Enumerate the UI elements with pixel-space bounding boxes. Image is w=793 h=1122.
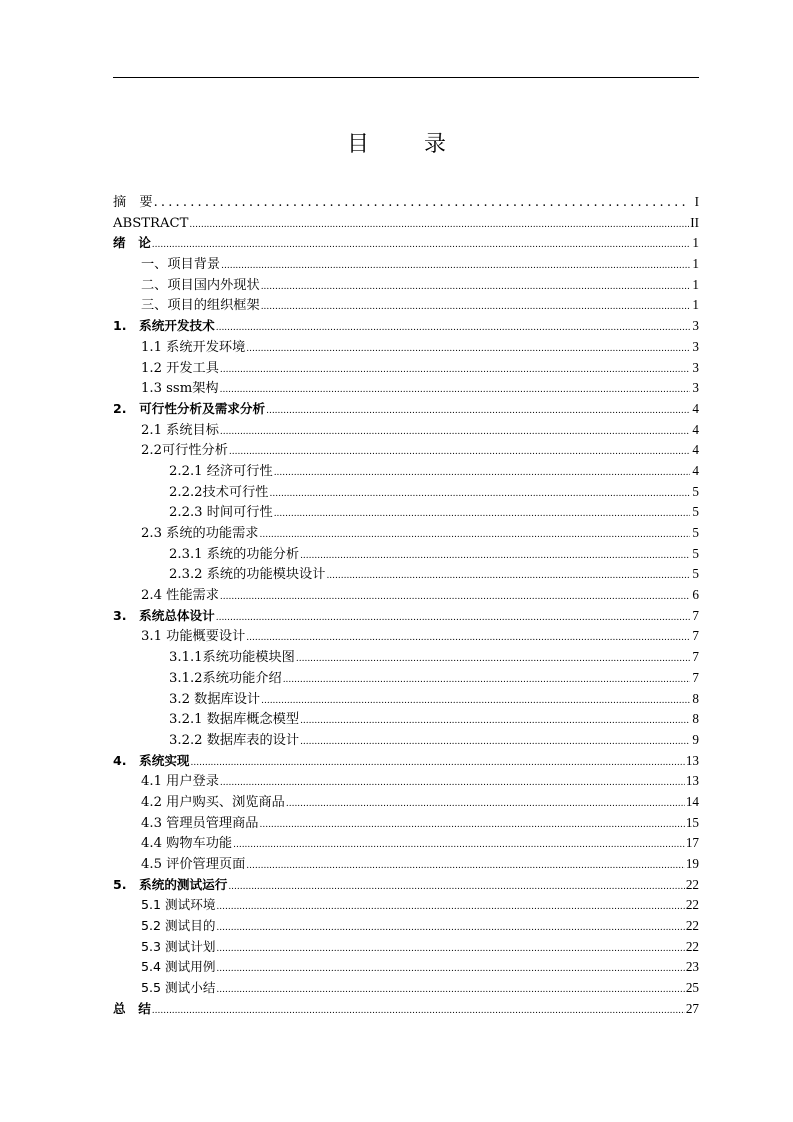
- toc-entry-label: 摘 要: [113, 195, 153, 210]
- toc-entry-label: 2.2可行性分析: [141, 443, 228, 459]
- toc-entry-label: 5.1 测试环境: [141, 897, 216, 913]
- toc-entry-label: 总 结: [113, 1000, 151, 1016]
- toc-entry[interactable]: [113, 771, 699, 792]
- toc-entry-page-number: 9: [692, 731, 699, 747]
- toc-entry-page-number: 1: [692, 256, 699, 272]
- toc-entry[interactable]: [113, 875, 699, 896]
- toc-entry-page-number: 22: [685, 876, 699, 892]
- toc-entry-page-number: 7: [692, 628, 699, 644]
- dot-leader: [189, 215, 689, 236]
- toc-entry-page-number: 8: [692, 711, 699, 727]
- toc-entry[interactable]: [113, 813, 699, 834]
- toc-entry-page-number: 5: [692, 525, 699, 540]
- toc-entry[interactable]: [113, 626, 699, 647]
- toc-entry[interactable]: [113, 295, 699, 316]
- toc-entry-label: 1.1 系统开发环境: [141, 339, 246, 355]
- toc-entry-label: 2.3.1 系统的功能分析: [169, 546, 300, 562]
- toc-entry-page-number: 6: [692, 587, 699, 603]
- toc-entry[interactable]: [113, 378, 699, 399]
- toc-entry-page-number: 8: [692, 690, 699, 706]
- toc-entry[interactable]: [113, 544, 699, 565]
- dot-leader: [216, 959, 684, 980]
- dot-leader: [191, 753, 685, 774]
- toc-entry-label: 一、项目背景: [141, 257, 221, 273]
- toc-entry-page-number: 22: [685, 897, 699, 913]
- toc-entry-page-number: 4: [692, 421, 699, 437]
- dot-leader: [216, 939, 684, 960]
- toc-entry[interactable]: [113, 792, 699, 813]
- dot-leader: [216, 897, 684, 918]
- toc-entry[interactable]: [113, 358, 699, 379]
- toc-entry-label: 4.5 评价管理页面: [141, 857, 246, 872]
- toc-entry-page-number: 4: [692, 400, 699, 416]
- toc-entry[interactable]: [113, 523, 699, 544]
- toc-entry[interactable]: [113, 709, 699, 730]
- dot-leader: [246, 339, 690, 360]
- dot-leader: [216, 318, 690, 339]
- toc-entry-page-number: 23: [685, 959, 699, 975]
- dot-leader: [228, 877, 685, 898]
- toc-entry-page-number: 4: [692, 442, 699, 458]
- toc-entry-label: ABSTRACT: [113, 215, 189, 231]
- toc-entry-page-number: 7: [692, 607, 699, 623]
- dot-leader: [274, 463, 690, 484]
- toc-entry-page-number: 19: [685, 856, 699, 871]
- toc-entry[interactable]: [113, 606, 699, 627]
- toc-entry-page-number: II: [690, 214, 699, 230]
- toc-entry[interactable]: [113, 440, 699, 461]
- toc-entry-label: 2.2.3 时间可行性: [169, 505, 273, 521]
- dot-leader: [261, 277, 690, 298]
- toc-entry-label: 1. 系统开发技术: [113, 318, 215, 334]
- dot-leader: [300, 546, 690, 567]
- toc-entry-page-number: 1: [692, 276, 699, 292]
- dot-leader: [326, 566, 690, 587]
- toc-entry-label: 2.1 系统目标: [141, 422, 219, 438]
- toc-entry-page-number: 5: [692, 545, 699, 561]
- toc-entry[interactable]: [113, 854, 699, 875]
- toc-entry-page-number: 4: [692, 462, 699, 478]
- dot-leader: [246, 856, 685, 877]
- toc-entry-label: 2. 可行性分析及需求分析: [113, 400, 266, 416]
- toc-title: 目 录: [347, 132, 470, 157]
- toc-entry[interactable]: [113, 957, 699, 978]
- toc-entry-label: 4.1 用户登录: [141, 774, 219, 790]
- toc-entry-page-number: 22: [685, 938, 699, 954]
- toc-entry-label: 二、项目国内外现状: [141, 277, 260, 293]
- toc-entry-page-number: 13: [685, 752, 699, 768]
- toc-entry-label: 绪 论: [113, 235, 151, 251]
- toc-entry-page-number: 14: [685, 793, 699, 809]
- dot-leader: [152, 235, 690, 256]
- toc-entry[interactable]: [113, 999, 699, 1020]
- toc-entry-label: 2.2.2技术可行性: [169, 484, 269, 500]
- dot-leader: [270, 484, 691, 505]
- dot-leader: [220, 360, 690, 381]
- toc-entry-label: 4. 系统实现: [113, 752, 190, 768]
- toc-entry-label: 5.4 测试用例: [141, 959, 216, 975]
- toc-entry[interactable]: [113, 213, 699, 234]
- toc-entry[interactable]: [113, 192, 699, 213]
- toc-entry-label: 5. 系统的测试运行: [113, 876, 228, 892]
- toc-entry-label: 4.2 用户购买、浏览商品: [141, 794, 285, 810]
- toc-entry[interactable]: [113, 337, 699, 358]
- toc-entry-label: 1.2 开发工具: [141, 360, 219, 376]
- toc-entry-page-number: 3: [692, 338, 699, 354]
- toc-entry[interactable]: [113, 751, 699, 772]
- toc-entry[interactable]: [113, 895, 699, 916]
- dot-leader: [233, 835, 685, 856]
- toc-entry-page-number: 5: [692, 483, 699, 499]
- toc-entry[interactable]: [113, 461, 699, 482]
- toc-entry[interactable]: [113, 833, 699, 854]
- toc-entry[interactable]: [113, 564, 699, 585]
- toc-entry-label: 3. 系统总体设计: [113, 607, 215, 623]
- toc-entry-page-number: I: [694, 194, 699, 209]
- toc-entry[interactable]: [113, 399, 699, 420]
- toc-entry[interactable]: [113, 689, 699, 710]
- dot-leader: [220, 773, 685, 794]
- toc-entry-page-number: 22: [685, 918, 699, 934]
- dot-leader: [246, 628, 690, 649]
- toc-entry-label: 5.3 测试计划: [141, 938, 216, 954]
- dot-leader: [220, 380, 690, 401]
- toc-entry-label: 2.2.1 经济可行性: [169, 463, 273, 479]
- dot-leader: [221, 256, 690, 277]
- toc-entry-label: 3.2.2 数据库表的设计: [169, 732, 300, 748]
- dot-leader: [259, 525, 690, 546]
- toc-entry-label: 2.3 系统的功能需求: [141, 526, 259, 541]
- toc-entry-page-number: 15: [685, 814, 699, 830]
- toc-entry-page-number: 27: [685, 1000, 699, 1016]
- toc-entry[interactable]: [113, 937, 699, 958]
- dot-leader: [296, 649, 690, 670]
- dot-leader: [154, 193, 690, 214]
- dot-leader: [300, 711, 690, 732]
- toc-entry-label: 4.3 管理员管理商品: [141, 815, 259, 831]
- toc-entry[interactable]: [113, 502, 699, 523]
- table-of-contents: [113, 192, 699, 1020]
- toc-entry-label: 3.2 数据库设计: [169, 691, 261, 707]
- toc-entry-page-number: 7: [692, 649, 699, 665]
- toc-entry-page-number: 7: [692, 669, 699, 685]
- dot-leader: [216, 608, 690, 629]
- toc-entry[interactable]: [113, 482, 699, 503]
- dot-leader: [216, 980, 684, 1001]
- toc-entry-label: 3.2.1 数据库概念模型: [169, 712, 300, 728]
- toc-entry[interactable]: [113, 254, 699, 275]
- dot-leader: [266, 401, 690, 422]
- toc-entry[interactable]: [113, 668, 699, 689]
- toc-entry-label: 5.5 测试小结: [141, 980, 216, 996]
- toc-entry-page-number: 3: [692, 380, 699, 396]
- dot-leader: [229, 442, 690, 463]
- toc-entry-page-number: 25: [685, 980, 699, 996]
- dot-leader: [274, 504, 690, 525]
- toc-entry-page-number: 3: [692, 359, 699, 375]
- header-rule: [113, 77, 699, 78]
- toc-entry-label: 3.1 功能概要设计: [141, 629, 246, 645]
- toc-entry-page-number: 1: [692, 297, 699, 313]
- toc-entry-page-number: 17: [685, 835, 699, 851]
- toc-entry-label: 1.3 ssm架构: [141, 381, 219, 397]
- toc-entry[interactable]: [113, 978, 699, 999]
- toc-entry[interactable]: [113, 647, 699, 668]
- toc-entry-label: 4.4 购物车功能: [141, 836, 233, 852]
- toc-entry-label: 3.1.2系统功能介绍: [169, 670, 282, 686]
- toc-entry[interactable]: [113, 420, 699, 441]
- dot-leader: [261, 691, 690, 712]
- toc-entry[interactable]: [113, 730, 699, 751]
- toc-entry[interactable]: [113, 916, 699, 937]
- toc-entry-page-number: 5: [692, 566, 699, 582]
- toc-entry-page-number: 3: [692, 318, 699, 334]
- toc-entry[interactable]: [113, 316, 699, 337]
- dot-leader: [259, 815, 684, 836]
- toc-entry[interactable]: [113, 233, 699, 254]
- dot-leader: [216, 918, 684, 939]
- dot-leader: [286, 794, 685, 815]
- toc-entry-label: 5.2 测试目的: [141, 918, 216, 934]
- toc-entry-label: 2.4 性能需求: [141, 588, 219, 604]
- toc-entry-page-number: 1: [692, 235, 699, 251]
- dot-leader: [220, 422, 690, 443]
- toc-entry-page-number: 13: [685, 773, 699, 789]
- toc-entry-label: 三、项目的组织框架: [141, 298, 260, 314]
- toc-entry-label: 2.3.2 系统的功能模块设计: [169, 567, 326, 583]
- dot-leader: [283, 670, 690, 691]
- dot-leader: [300, 732, 690, 753]
- toc-entry[interactable]: [113, 275, 699, 296]
- dot-leader: [261, 297, 690, 318]
- toc-entry-label: 3.1.1系统功能模块图: [169, 650, 295, 666]
- toc-entry[interactable]: [113, 585, 699, 606]
- dot-leader: [152, 1001, 685, 1022]
- dot-leader: [220, 587, 690, 608]
- toc-entry-page-number: 5: [692, 504, 699, 520]
